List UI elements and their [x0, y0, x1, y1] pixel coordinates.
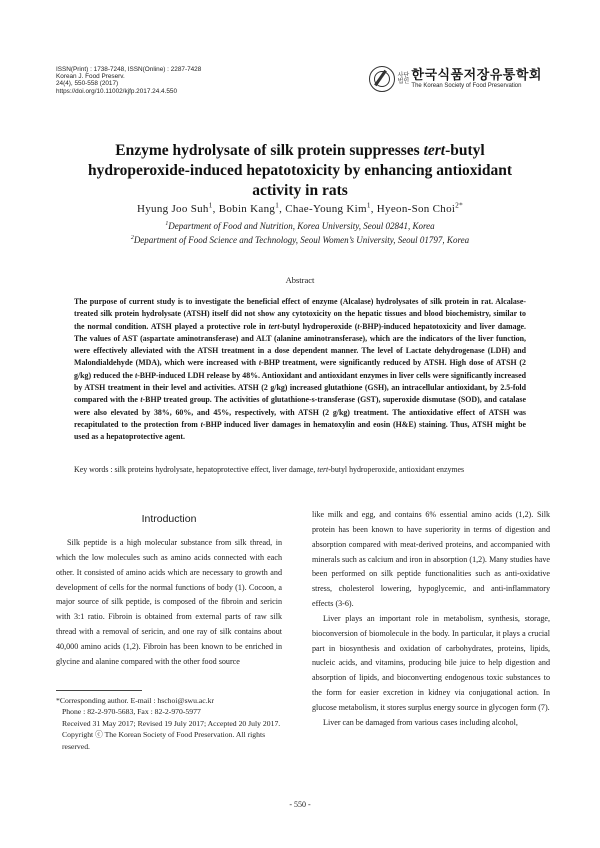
abstract-heading: Abstract: [285, 275, 315, 285]
right-column: [312, 508, 550, 731]
page-number: - 550 -: [289, 800, 311, 809]
keywords: Key words : silk proteins hydrolysate, hepatoprotective effect, liver damage, tert-butyl hydroperoxide, antioxidant enzymes: [74, 465, 465, 474]
keywords-label: Key words :: [74, 465, 115, 474]
paragraph: Liver can be damaged from various cases including alcohol,: [323, 717, 518, 727]
contact-phone: Phone : 82-2-970-5683, Fax : 82-2-970-5977: [62, 707, 201, 717]
section-heading-introduction: Introduction: [141, 513, 197, 525]
author-sup: 2*: [455, 201, 463, 210]
affiliation: [40, 235, 560, 245]
abstract-body: The purpose of current study is to investigate the beneficial effect of enzyme (Alcalase) hydrolysates of silk protein in rat. Alcalase-treated silk protein hydrolysate (ATSH) itself did not show any cytotoxicity on the hepatic tissues and blood biochemistry, similar to the normal condition. ATSH played a protective role in tert-butyl hydroperoxide (t-BHP)-induced hepatotoxicity and liver damage. The values of AST (aspartate aminotransferase) and ALT (alanine aminotransferase), which are the indicators of the liver function, were effectively alleviated with the ATSH treatment in a dose dependent manner. The level of Lactate dehydrogenase (LDH) and Malondialdehyde (MDA), which were increased with t-BHP treatment, were significantly reduced by ATSH. High dose of ATSH (2 g/kg) reduced the t-BHP-induced LDH release by 48%. Antioxidant and antioxidant enzymes in liver cells were significantly increased by ATSH treatment in their level and activities. ATSH (2 g/kg) increased glutathione (GSH), an intracellular antioxidant, by 2.5-fold compared with the t-BHP treated group. The activities of glutathione-s-transferase (GST), superoxide dismutase (SOD), and catalase were also elevated by 38%, 60%, and 45%, respectively, with ATSH (2 g/kg) treatment. The antioxidative effect of ATSH was recapitulated to the protection from t-BHP induced liver damages in hematoxylin and eosin (H&E) staining. Thus, ATSH might be used as a hepatoprotective agent.: [74, 297, 527, 442]
author-name: Hyung Joo Suh: [136, 203, 209, 215]
affiliation-text: Department of Food and Nutrition, Korea University, Seoul 02841, Korea: [168, 221, 435, 231]
society-logo: [369, 66, 542, 92]
journal-meta: [56, 66, 201, 95]
title-line1: Enzyme hydrolysate of silk protein suppresses: [115, 142, 424, 159]
footnote: [56, 695, 292, 752]
affiliation-sup: 2: [130, 235, 134, 241]
author-name: Chae-Young Kim: [285, 203, 367, 215]
doi-link[interactable]: https://doi.org/10.11002/kjfp.2017.24.4.550: [56, 87, 178, 95]
title-italic: tert: [423, 142, 446, 159]
journal-volume: 24(4), 550-558 (2017): [56, 80, 119, 88]
affiliation-text: Department of Food Science and Technology, Seoul Women’s University, Seoul 01797, Korea: [133, 235, 470, 245]
paragraph: Silk peptide is a high molecular substance from silk thread, in which the low molecules such as amino acids connected with each other. It consisted of amino acids which are necessary to growth and development of cells for the normal functions of body (1). Cocoon, a major source of silk peptide, is composed of the fibroin and sericin with 3:1 ratio. Fibroin is obtained from external parts of raw silk thread with a removal of sericin, and one ray of silk contains about 40,000 amino acids (1,2). Fibroin has been known to be enriched in glycine and alanine compared with the other food source: [56, 538, 282, 666]
author-sup: 1: [275, 201, 280, 210]
left-column: [56, 536, 282, 670]
affiliation-sup: 1: [165, 221, 169, 227]
paper-title: [60, 141, 540, 201]
footnote-divider: [56, 690, 142, 691]
title-line2: hydroperoxide-induced hepatotoxicity by enhancing antioxidant: [87, 162, 513, 179]
society-name-english: The Korean Society of Food Preservation: [411, 83, 522, 89]
corresponding-author: *Corresponding author. E-mail : hschoi@swu.ac.kr: [56, 696, 215, 705]
received-dates: Received 31 May 2017; Revised 19 July 2017; Accepted 20 July 2017.: [62, 718, 281, 728]
copyright: Copyright ⓒ The Korean Society of Food Preservation. All rights reserved.: [62, 730, 266, 751]
author-sup: 1: [366, 201, 371, 210]
issn-line: ISSN(Print) : 1738-7248, ISSN(Online) : 2287-7428: [56, 66, 202, 73]
author-name: Hyeon-Son Choi: [376, 203, 456, 215]
journal-name: Korean J. Food Preserv.: [56, 73, 125, 81]
title-line1-end: -butyl: [445, 142, 485, 159]
paragraph: Liver plays an important role in metabolism, synthesis, storage, bioconversion of biomolecule in the body. In particular, it plays a crucial part in biosynthesis and oxidation of carbohydrates, proteins, lipids, nucleic acids, and vitamins, producing bile juice to help digestion and absorption of lipids, and bioconverting endogenous toxic substances to the form for easier excretion in kidney via conjugational action. In glucose metabolism, it stores surplus energy source in glycogen form (7).: [312, 613, 550, 712]
author-sup: 1: [208, 201, 213, 210]
affiliation: [40, 221, 560, 231]
paragraph: like milk and egg, and contains 6% essential amino acids (1,2). Silk protein has been known to have superiority in terms of digestion and absorption compared with meat-derived proteins, and accompanied with minerals such as calcium and iron in absorption (1,2). Many studies have been performed on silk peptide functionalities such as anti-oxidative stress, cholesterol lowering, hypoglycemic, and anti-inflammatory effects (3-6).: [312, 510, 550, 609]
society-small-label: 사단 법인: [397, 72, 410, 85]
author-list: Hyung Joo Suh$^1$, Bobin Kang$^1$, Chae-Young Kim$^1$, Hyeon-Son Choi$^{2*}$: [136, 201, 463, 215]
title-line3: activity in rats: [252, 182, 348, 199]
author-name: Bobin Kang: [218, 203, 276, 215]
society-name-korean: 한국식품저장유통학회: [411, 68, 542, 83]
society-seal-icon: [369, 66, 395, 92]
